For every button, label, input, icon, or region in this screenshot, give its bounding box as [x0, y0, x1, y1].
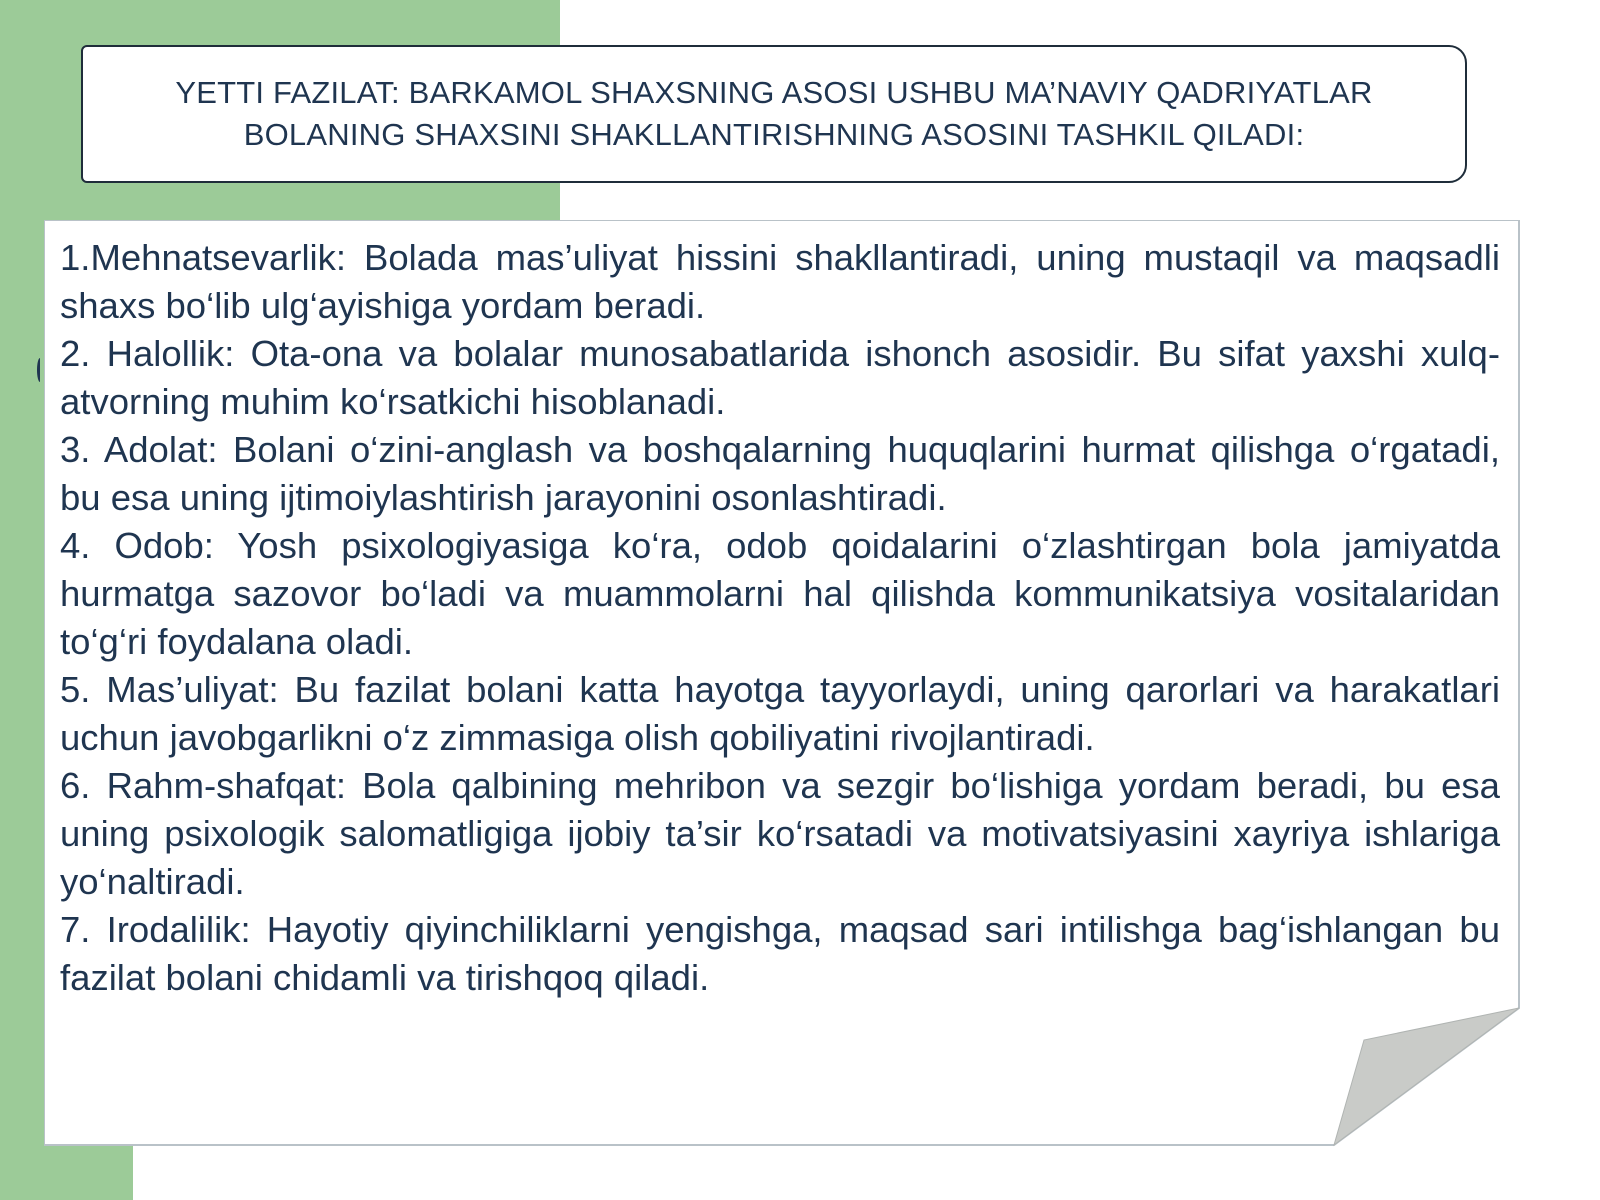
slide-title: YETTI FAZILAT: BARKAMOL SHAXSNING ASOSI USHBU MA’NAVIY QADRIYATLAR BOLANING SHAXSINI SHAKLLANTIRISHNING ASOSINI TASHKIL QILADI: — [175, 75, 1373, 152]
virtue-item-7: 7. Irodalilik: Hayotiy qiyinchiliklarni yengishga, maqsad sari intilishga bag‘ishlangan bu fazilat bolani chidamli va tirishqoq qiladi. — [60, 909, 1500, 998]
virtue-item-1: 1.Mehnatsevarlik: Bolada mas’uliyat hissini shakllantiradi, uning mustaqil va maqsadli shaxs bo‘lib ulg‘ayishiga yordam beradi. — [60, 237, 1500, 326]
title-box — [81, 45, 1467, 183]
virtue-item-3: 3. Adolat: Bolani o‘zini-anglash va boshqalarning huquqlarini hurmat qilishga o‘rgatadi, bu esa uning ijtimoiylashtirish jarayonini osonlashtiradi. — [60, 429, 1500, 518]
virtue-item-4: 4. Odob: Yosh psixologiyasiga ko‘ra, odob qoidalarini o‘zlashtirgan bola jamiyatda hurmatga sazovor bo‘ladi va muammolarni hal qilishda kommunikatsiya vositalaridan to‘g‘ri foydalana oladi. — [60, 525, 1500, 662]
virtues-list — [60, 234, 1500, 1002]
virtue-item-6: 6. Rahm-shafqat: Bola qalbining mehribon va sezgir bo‘lishiga yordam beradi, bu esa uning psixologik salomatligiga ijobiy ta’sir ko‘rsatadi va motivatsiyasini xayriya ishlariga yo‘naltiradi. — [60, 765, 1500, 902]
bracket-mark — [37, 358, 43, 382]
virtue-item-5: 5. Mas’uliyat: Bu fazilat bolani katta hayotga tayyorlaydi, uning qarorlari va harakatlari uchun javobgarlikni o‘z zimmasiga olish qobiliyatini rivojlantiradi. — [60, 669, 1500, 758]
content-card — [44, 220, 1520, 1166]
virtue-item-2: 2. Halollik: Ota-ona va bolalar munosabatlarida ishonch asosidir. Bu sifat yaxshi xulq-atvorning muhim ko‘rsatkichi hisoblanadi. — [60, 333, 1500, 422]
